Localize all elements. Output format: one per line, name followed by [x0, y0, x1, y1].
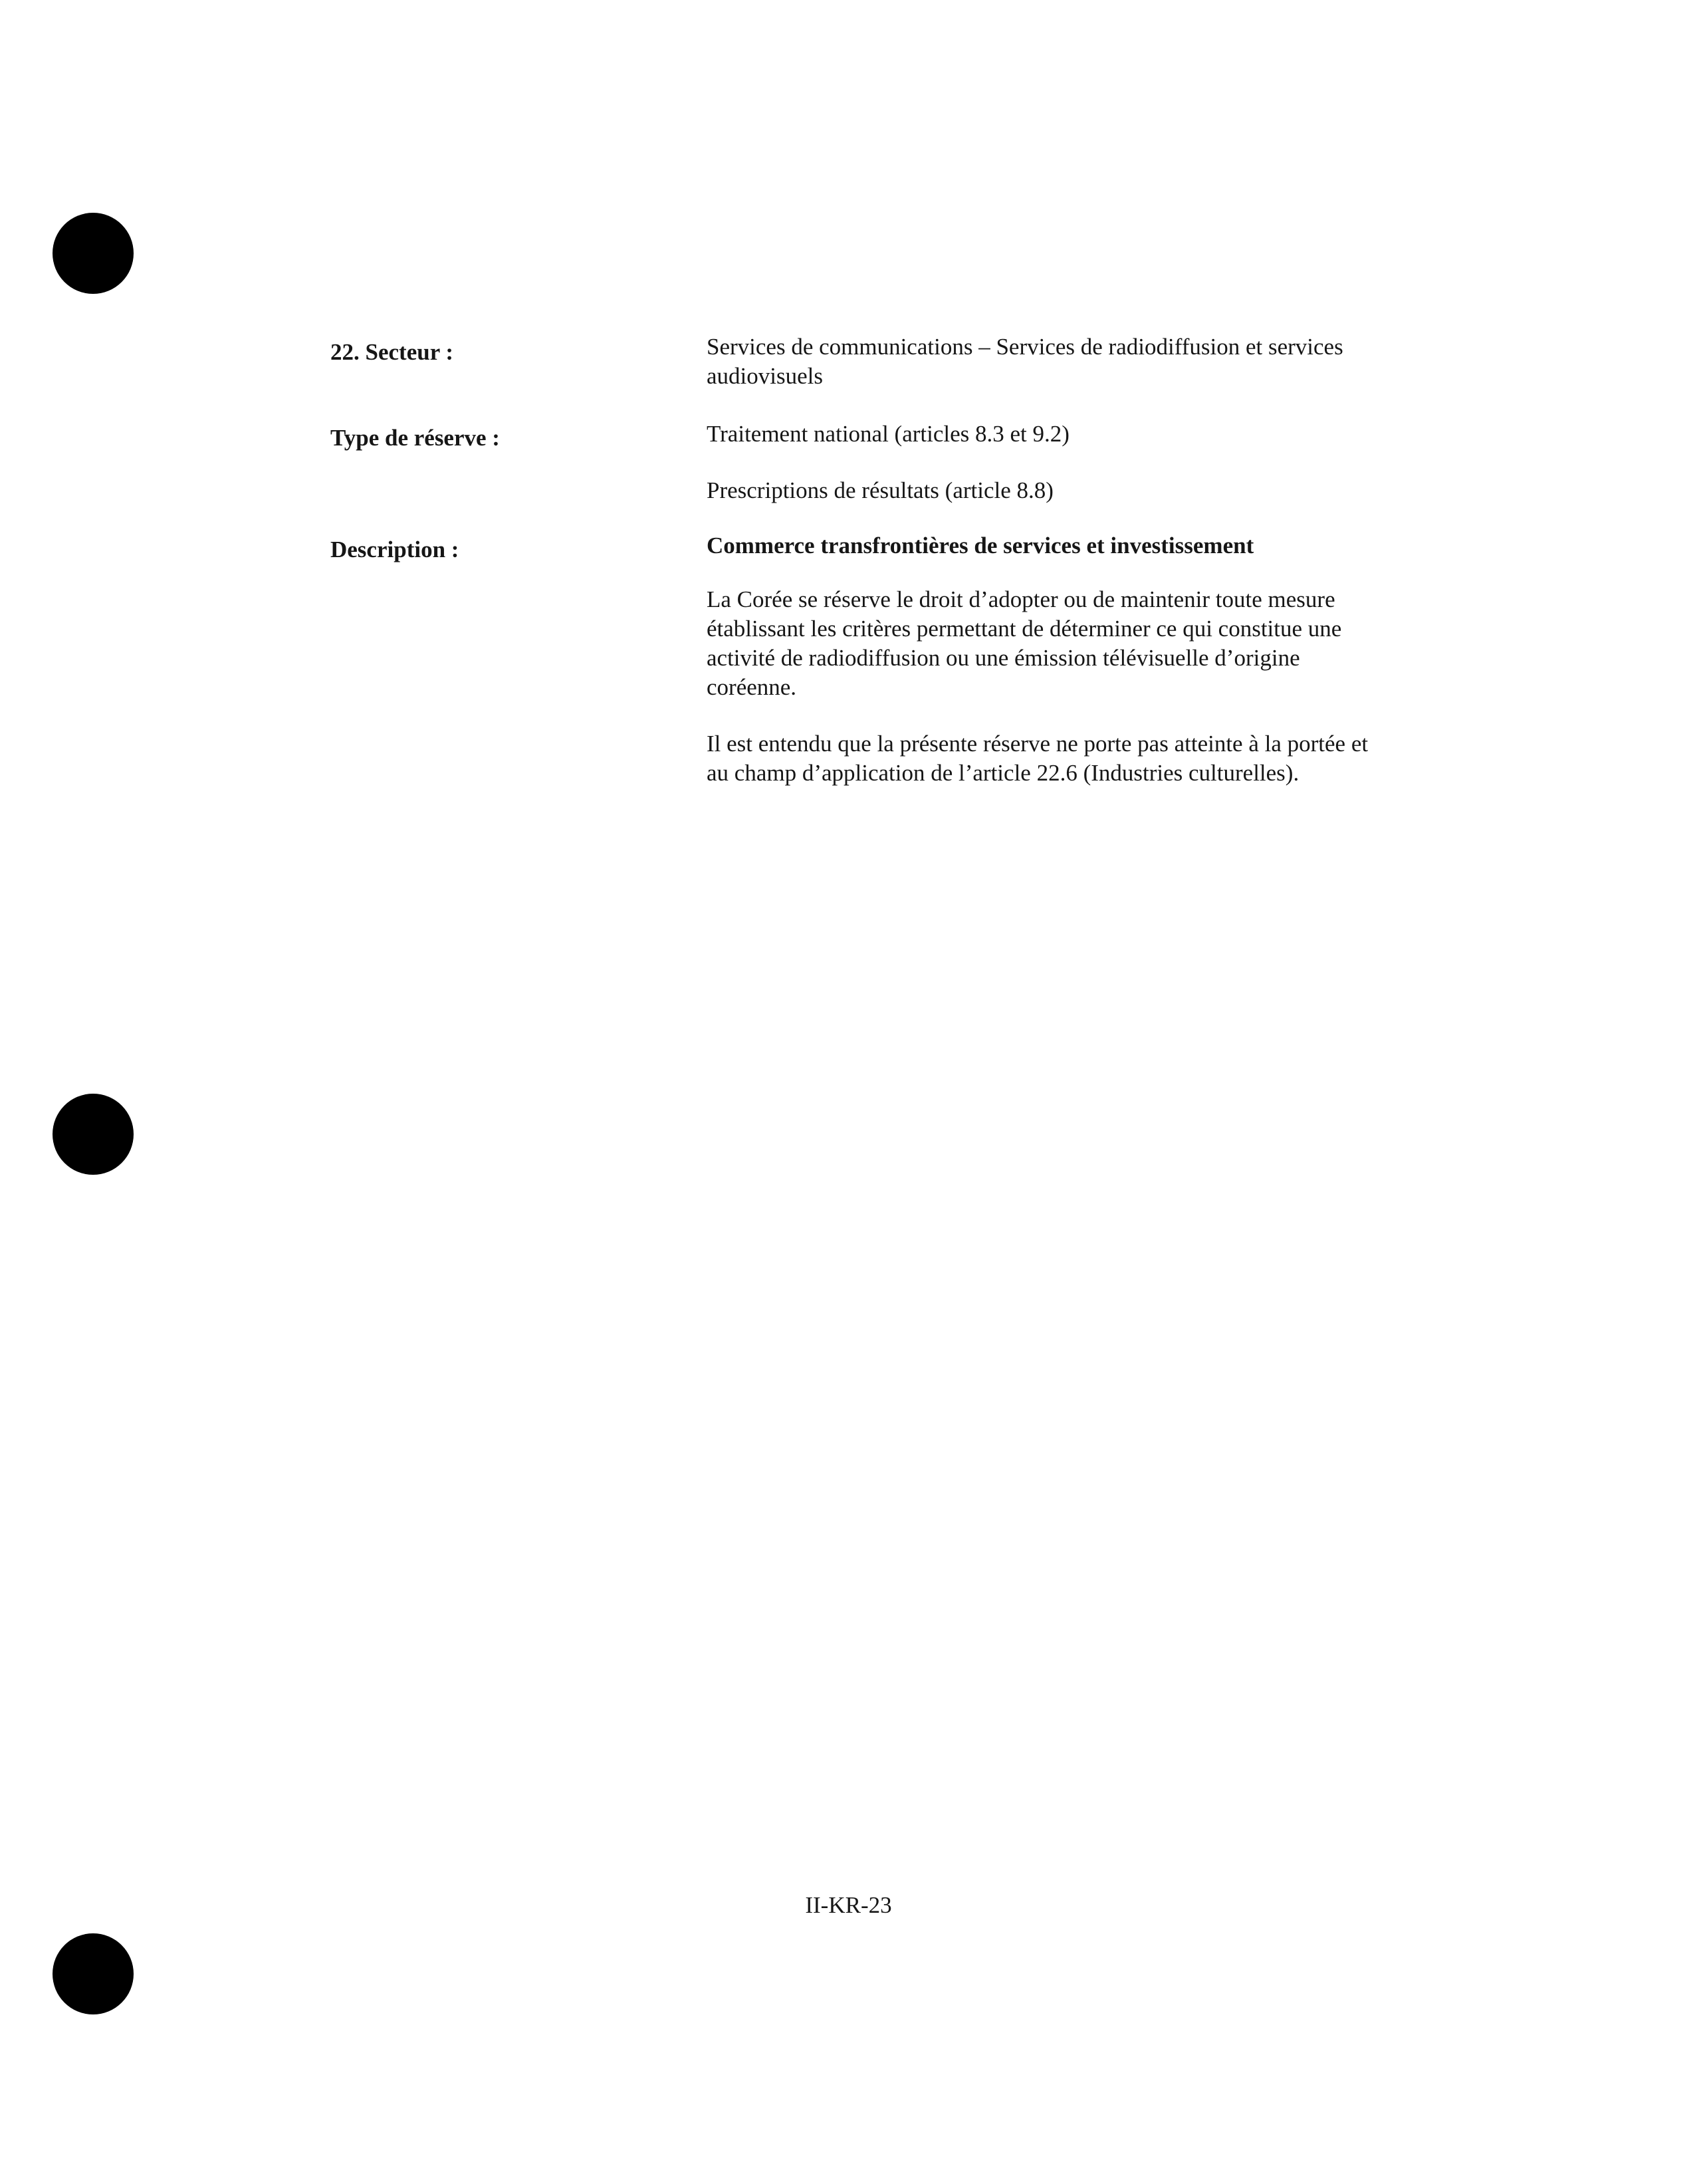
reservation-type-value: Prescriptions de résultats (article 8.8)	[707, 477, 1054, 503]
description-paragraph: Il est entendu que la présente réserve ne porte pas atteinte à la portée et au champ d’application de l’article 22.6 (Industries culturelles).	[707, 731, 1369, 786]
description-label: Description :	[330, 537, 459, 562]
reservation-type-value: Traitement national (articles 8.3 et 9.2)	[707, 421, 1070, 447]
binder-hole-middle	[53, 1094, 134, 1175]
sector-value: Services de communications – Services de radiodiffusion et services audiovisuels	[707, 334, 1343, 389]
description-heading: Commerce transfrontières de services et investissement	[707, 533, 1254, 558]
page-number: II-KR-23	[805, 1892, 892, 1918]
binder-hole-bottom	[53, 1933, 134, 2014]
sector-label: 22. Secteur :	[330, 339, 453, 365]
description-paragraph: La Corée se réserve le droit d’adopter ou de maintenir toute mesure établissant les critères permettant de déterminer ce qui constitue une activité de radiodiffusion ou une émission télévisuelle d’origine coréenne.	[707, 586, 1342, 700]
binder-hole-top	[53, 213, 134, 294]
reservation-type-label: Type de réserve :	[330, 425, 500, 451]
